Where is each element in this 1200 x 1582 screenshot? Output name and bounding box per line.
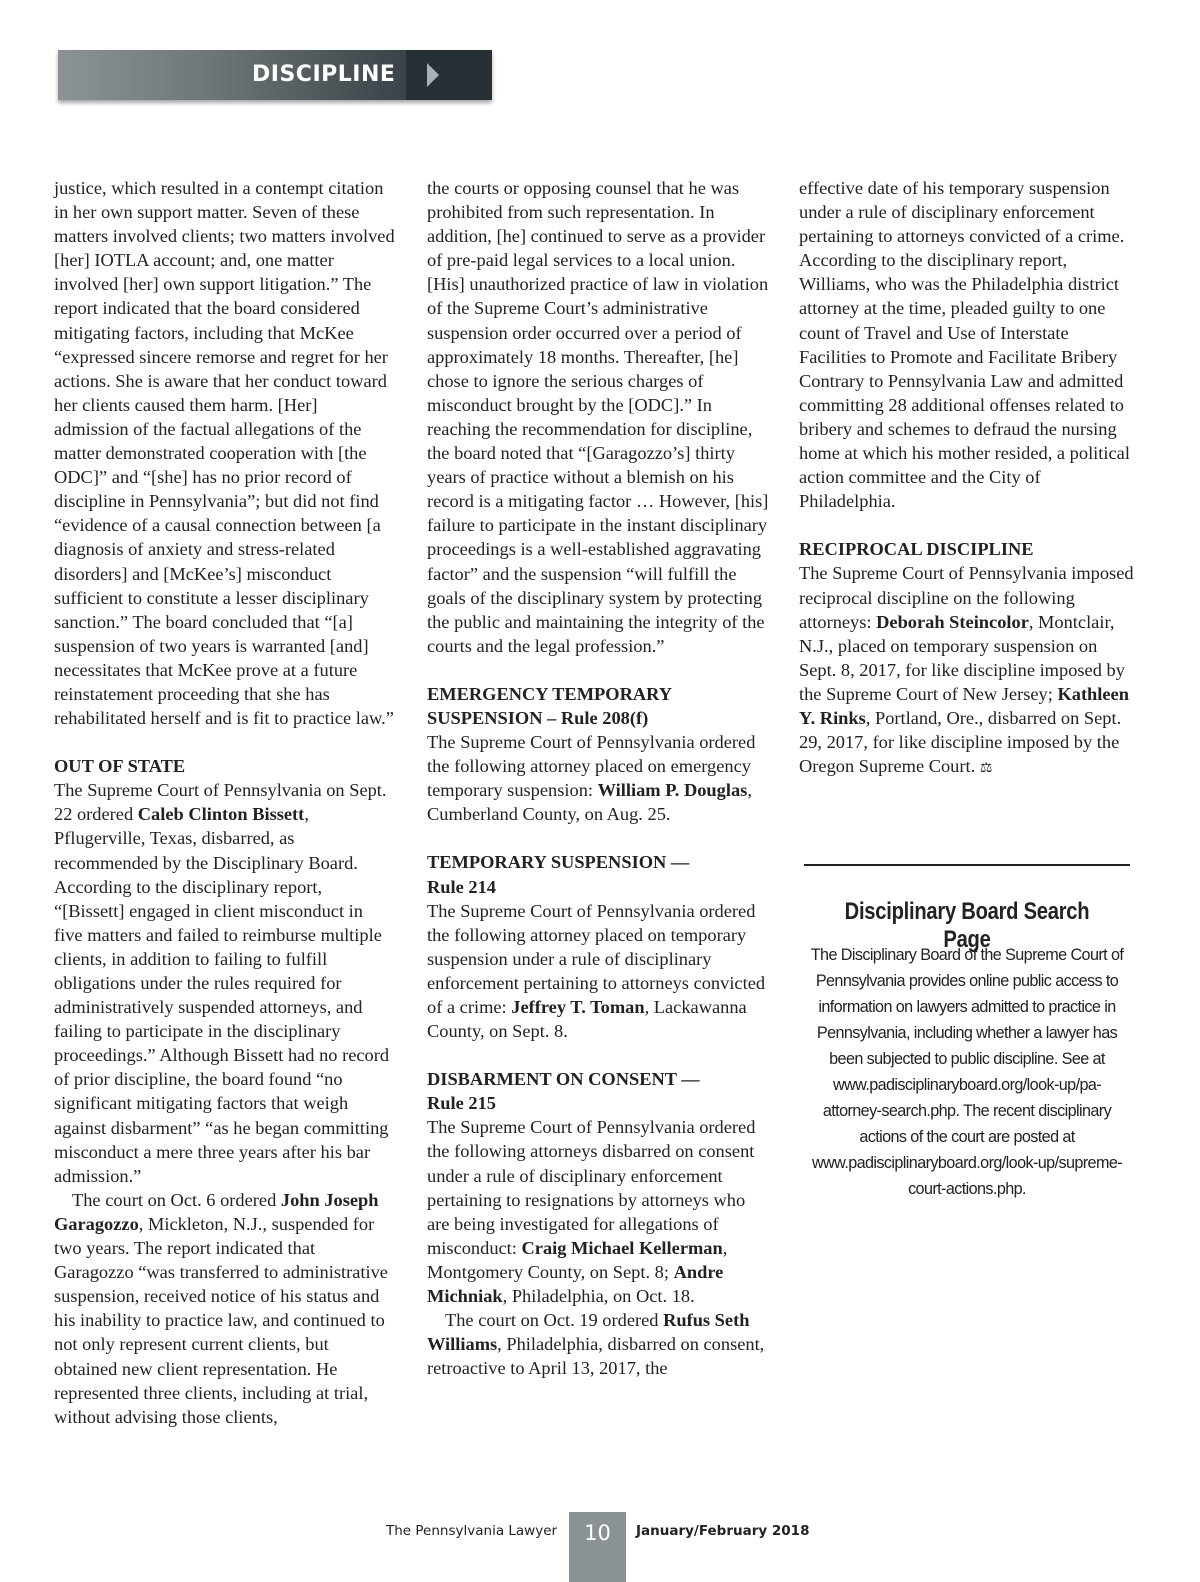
paragraph: The Supreme Court of Pennsylvania on Sept. 22 ordered Caleb Clinton Bissett, Pflugerville, Texas, disbarred, as recommended by the Disciplinary Board. According to the disciplinary report, “[Bissett] engaged in client misconduct in five matters and failed to reimburse multiple clients, in addition to failing to fulfill obligations under the rules required for administratively suspended attorneys, and failing to participate in the disciplinary proceedings.” Although Bissett had no record of prior discipline, the board found “no significant mitigating factors that weigh against disbarment” “as he began committing misconduct a mere three years after his bar admission.” (54, 780, 390, 1186)
attorney-name: Craig Michael Kellerman (521, 1237, 723, 1258)
sidebar-body: The Disciplinary Board of the Supreme Court of Pennsylvania provides online public access to information on lawyers admitted to practice in Pennsylvania, including whether a lawyer has been subjected to public discipline. See at www.padisciplinaryboard.org/look-up/pa-attorney-search.php. The recent disciplinary actions of the court are posted at www.padisciplinaryboard.org/look-up/supreme-court-actions.php. (810, 946, 1124, 1198)
attorney-name: Jeffrey T. Toman (511, 997, 645, 1017)
banner-tab (406, 50, 492, 100)
divider (804, 864, 1130, 866)
page-number: 10 (569, 1512, 626, 1582)
paragraph: The Supreme Court of Pennsylvania ordered the following attorney placed on emergency temporary suspension: William P. Douglas, Cumberland County, on Aug. 25. (427, 732, 756, 825)
paragraph: The Supreme Court of Pennsylvania imposed reciprocal discipline on the following attorneys: Deborah Steincolor, Montclair, N.J., placed on temporary suspension on Sept. 8, 2017, for like discipline imposed by the Supreme Court of New Jersey; Kathleen Y. Rinks, Portland, Ore., disbarred on Sept. 29, 2017, for like discipline imposed by the Oregon Supreme Court. ⚖ (799, 563, 1134, 777)
paragraph: The Supreme Court of Pennsylvania ordered the following attorney placed on temporary suspension under a rule of disciplinary enforcement pertaining to attorneys convicted of a crime: Jeffrey T. Toman, Lackawanna County, on Sept. 8. (427, 900, 766, 1042)
column-3 (799, 176, 1139, 781)
column-1 (54, 176, 396, 1429)
footer-publication: The Pennsylvania Lawyer (386, 1523, 558, 1539)
section-title: DISCIPLINE (252, 62, 396, 87)
attorney-name: Kathleen Y. Rinks (799, 683, 1129, 728)
attorney-name: Caleb Clinton Bissett (137, 804, 305, 825)
attorney-name: William P. Douglas (597, 780, 748, 801)
heading-emergency: EMERGENCY TEMPORARY SUSPENSION – Rule 208(f) (427, 683, 673, 728)
section-banner (58, 50, 492, 100)
heading-disbarment: DISBARMENT ON CONSENT — Rule 215 (427, 1069, 700, 1114)
paragraph: The court on Oct. 6 ordered John Joseph Garagozzo, Mickleton, N.J., suspended for two years. The report indicated that Garagozzo “was transferred to administrative suspension, received notice of his status and his inability to practice law, and continued to not only represent current clients, but obtained new client representation. He represented three clients, including at trial, without advising those clients, (54, 1189, 388, 1427)
attorney-name: Rufus Seth Williams (427, 1310, 750, 1355)
paragraph: The court on Oct. 19 ordered Rufus Seth Williams, Philadelphia, disbarred on consent, retroactive to April 13, 2017, the (427, 1310, 765, 1379)
footer-issue: January/February 2018 (636, 1523, 810, 1539)
heading-temporary: TEMPORARY SUSPENSION — Rule 214 (427, 852, 690, 897)
paragraph: justice, which resulted in a contempt citation in her own support matter. Seven of these matters involved clients; two matters involved [her] IOTLA account; and, one matter involved [her] own support litigation.” The report indicated that the board considered mitigating factors, including that McKee “expressed sincere remorse and regret for her actions. She is aware that her conduct toward her clients caused them harm. [Her] admission of the factual allegations of the matter demonstrated cooperation with [the ODC]” and “[she] has no prior record of discipline in Pennsylvania”; but did not find “evidence of a causal connection between [a diagnosis of anxiety and stress-related disorders] and [McKee’s] misconduct sufficient to constitute a lesser disciplinary sanction.” The board concluded that “[a] suspension of two years is warranted [and] necessitates that McKee prove at a future reinstatement proceeding that she has rehabilitated herself and is fit to practice law.” (54, 178, 395, 729)
column-2 (427, 176, 771, 1380)
paragraph: effective date of his temporary suspension under a rule of disciplinary enforcement pertaining to attorneys convicted of a crime. According to the disciplinary report, Williams, who was the Philadelphia district attorney at the time, pleaded guilty to one count of Travel and Use of Interstate Facilities to Promote and Facilitate Bribery Contrary to Pennsylvania Law and admitted committing 28 additional offenses related to bribery and schemes to defraud the nursing home at which his mother resided, a political action committee and the City of Philadelphia. (799, 178, 1130, 512)
paragraph: the courts or opposing counsel that he was prohibited from such representation. In addition, [he] continued to serve as a provider of pre-paid legal services to a local union. [His] unauthorized practice of law in violation of the Supreme Court’s administrative suspension order occurred over a period of approximately 18 months. Thereafter, [he] chose to ignore the serious charges of misconduct brought by the [ODC].” In reaching the recommendation for discipline, the board noted that “[Garagozzo’s] thirty years of practice without a blemish on his record is a mitigating factor … However, [his] failure to participate in the instant disciplinary proceedings is a well-established aggravating factor” and the suspension “will fulfill the goals of the disciplinary system by protecting the public and maintaining the integrity of the courts and the legal profession.” (427, 178, 769, 656)
attorney-name: Deborah Steincolor (876, 611, 1029, 632)
attorney-name: John Joseph Garagozzo (54, 1189, 379, 1234)
attorney-name: Andre Michniak (427, 1261, 724, 1307)
heading-out-of-state: OUT OF STATE (54, 756, 186, 777)
scales-icon: ⚖ (979, 761, 993, 777)
arrow-right-icon (427, 63, 439, 87)
paragraph: The Supreme Court of Pennsylvania ordered the following attorneys disbarred on consent under a rule of disciplinary enforcement pertaining to resignations by attorneys who are being investigated for allegations of misconduct: Craig Michael Kellerman, Montgomery County, on Sept. 8; Andre Michniak, Philadelphia, on Oct. 18. (427, 1117, 756, 1307)
sidebar-title: Disciplinary Board Search Page (844, 898, 1090, 953)
heading-reciprocal: RECIPROCAL DISCIPLINE (799, 539, 1034, 560)
